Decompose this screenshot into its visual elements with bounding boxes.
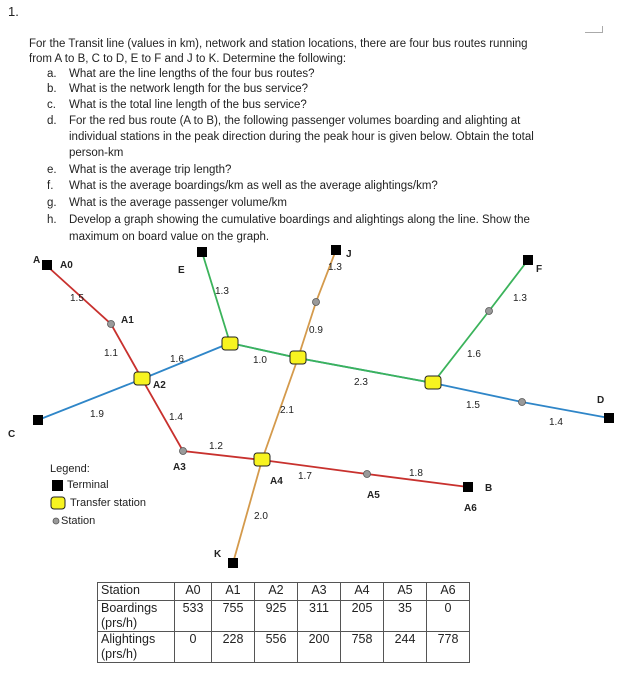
dist-t2-t4: 2.1	[280, 405, 294, 416]
dist-a3-a4: 1.2	[209, 441, 223, 452]
station-a3	[180, 448, 187, 455]
label-a2: A2	[153, 380, 166, 391]
table-cell: 533	[175, 601, 212, 632]
dist-a5-a6: 1.8	[409, 468, 423, 479]
station-a1	[108, 321, 115, 328]
legend-transfer-label: Transfer station	[70, 497, 147, 509]
table-cell: A0	[175, 583, 212, 601]
legend-title: Legend:	[50, 463, 90, 475]
table-cell: A5	[384, 583, 427, 601]
table-cell: 200	[298, 632, 341, 663]
table-cell: 778	[427, 632, 470, 663]
label-j: J	[346, 249, 352, 260]
question-d-text-1: For the red bus route (A to B), the following passenger volumes boarding and alighting at	[69, 115, 521, 127]
table-cell: A4	[341, 583, 384, 601]
blue-route-line	[38, 343, 609, 420]
question-h-text-2: maximum on board value on the graph.	[69, 231, 270, 243]
terminal-b	[463, 482, 473, 492]
table-cell: Alightings (prs/h)	[98, 632, 175, 663]
question-e-text: What is the average trip length?	[69, 164, 232, 176]
question-b-letter: b.	[47, 83, 57, 95]
dist-j-top: 1.3	[328, 262, 342, 273]
dist-j-st: 0.9	[309, 325, 323, 336]
dist-t3-d: 1.5	[466, 400, 480, 411]
table-cell: 755	[212, 601, 255, 632]
intro-line-2: from A to B, C to D, E to F and J to K. Determine the following:	[29, 53, 347, 65]
table-cell: 758	[341, 632, 384, 663]
legend-station-label: Station	[61, 515, 96, 527]
dist-c-a2: 1.9	[90, 409, 104, 420]
question-d-text-3: person-km	[69, 147, 124, 159]
table-cell: A1	[212, 583, 255, 601]
green-route-line	[202, 252, 528, 383]
table-cell: 228	[212, 632, 255, 663]
table-row-boardings	[98, 601, 470, 632]
table-cell: Boardings (prs/h)	[98, 601, 175, 632]
terminal-d	[604, 413, 614, 423]
terminal-f	[523, 255, 533, 265]
legend-terminal-symbol	[52, 480, 63, 491]
question-g-text: What is the average passenger volume/km	[69, 197, 287, 209]
dist-a2-a3: 1.4	[169, 412, 183, 423]
terminal-e	[197, 247, 207, 257]
question-f-letter: f.	[47, 180, 54, 192]
dist-t4-k: 2.0	[254, 511, 268, 522]
table-cell: 925	[255, 601, 298, 632]
dist-a1-a2: 1.6	[170, 354, 184, 365]
table-cell: 0	[175, 632, 212, 663]
question-d-text-2: individual stations in the peak direction during the peak hour is given below. Obtain the total	[69, 131, 534, 143]
question-c-text: What is the total line length of the bus service?	[69, 99, 307, 111]
transfer-t1	[222, 337, 238, 350]
label-f: F	[536, 264, 543, 275]
label-a5: A5	[367, 490, 380, 501]
dist-a4-a5: 1.7	[298, 471, 312, 482]
label-b: B	[485, 483, 493, 494]
label-c: C	[8, 429, 16, 440]
question-g-letter: g.	[47, 197, 57, 209]
question-a-letter: a.	[47, 68, 57, 80]
table-cell: 0	[427, 601, 470, 632]
question-e-letter: e.	[47, 164, 57, 176]
table-cell: 556	[255, 632, 298, 663]
label-d: D	[597, 395, 605, 406]
dist-a-a0: 1.5	[70, 293, 84, 304]
question-f-text: What is the average boardings/km as well as the average alightings/km?	[69, 180, 438, 192]
question-a-text: What are the line lengths of the four bus routes?	[69, 68, 315, 80]
label-a4: A4	[270, 476, 283, 487]
dist-d-seg: 1.4	[549, 417, 563, 428]
table-cell: 311	[298, 601, 341, 632]
transfer-a4	[254, 453, 270, 466]
table-cell: Station	[98, 583, 175, 601]
question-d-letter: d.	[47, 115, 57, 127]
label-a3: A3	[173, 462, 186, 473]
question-h-text-1: Develop a graph showing the cumulative boardings and alightings along the line. Show the	[69, 214, 530, 226]
station-green-right	[486, 308, 493, 315]
terminal-k	[228, 558, 238, 568]
question-h-letter: h.	[47, 214, 57, 226]
label-k: K	[214, 549, 222, 560]
table-cell: A2	[255, 583, 298, 601]
dist-t1-t2: 1.0	[253, 355, 267, 366]
table-cell: A6	[427, 583, 470, 601]
table-cell: A3	[298, 583, 341, 601]
legend-station-symbol	[53, 518, 59, 524]
transfer-t3	[425, 376, 441, 389]
terminal-c	[33, 415, 43, 425]
transfer-a2	[134, 372, 150, 385]
station-a5	[364, 471, 371, 478]
label-a: A	[33, 255, 41, 266]
station-orange	[313, 299, 320, 306]
question-c-letter: c.	[47, 99, 56, 111]
passenger-volume-table	[97, 582, 470, 663]
label-a6: A6	[464, 503, 477, 514]
terminal-a	[42, 260, 52, 270]
label-e: E	[178, 265, 185, 276]
station-blue-right	[519, 399, 526, 406]
dist-t2-t3: 2.3	[354, 377, 368, 388]
table-cell: 244	[384, 632, 427, 663]
question-b-text: What is the network length for the bus service?	[69, 83, 309, 95]
problem-number: 1.	[8, 4, 19, 19]
terminal-j	[331, 245, 341, 255]
legend-terminal-label: Terminal	[67, 479, 109, 491]
label-a0: A0	[60, 260, 73, 271]
dist-e-t1: 1.3	[215, 286, 229, 297]
dist-f-top: 1.3	[513, 293, 527, 304]
table-row-alightings	[98, 632, 470, 663]
table-cell: 35	[384, 601, 427, 632]
legend-transfer-symbol	[51, 497, 65, 509]
dist-t3-f: 1.6	[467, 349, 481, 360]
intro-line-1: For the Transit line (values in km), network and station locations, there are four bus routes running	[29, 38, 528, 50]
table-row-header	[98, 583, 470, 601]
transfer-t2	[290, 351, 306, 364]
label-a1: A1	[121, 315, 134, 326]
dist-a0-a1: 1.1	[104, 348, 118, 359]
table-cell: 205	[341, 601, 384, 632]
